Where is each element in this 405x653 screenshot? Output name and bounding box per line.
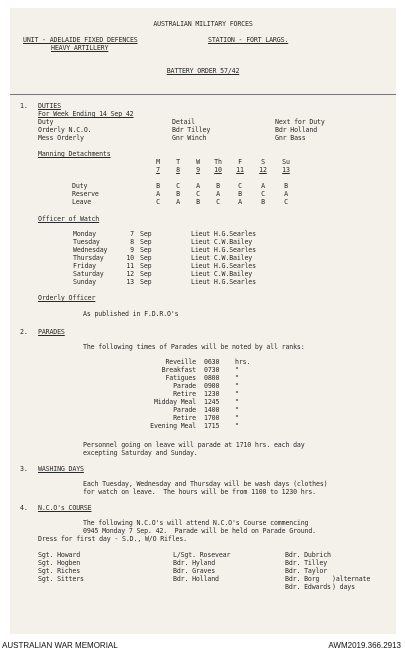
parade-time: 0730	[204, 366, 220, 374]
footer-accession: AWM2019.366.2913	[328, 641, 401, 650]
manning-date: 7	[156, 166, 160, 174]
orderly-heading: Orderly Officer	[38, 294, 96, 302]
manning-cell: C	[196, 190, 200, 198]
duty-row-1: Orderly N.C.O.	[38, 126, 92, 134]
watch-month: Sep	[140, 246, 152, 254]
parade-unit: hrs.	[235, 358, 251, 366]
manning-day: T	[176, 158, 180, 166]
parade-unit: "	[235, 414, 239, 422]
manning-cell: B	[196, 198, 200, 206]
parades-note-1: Personnel going on leave will parade at 1710 hrs. each day	[83, 441, 305, 449]
section-4-heading: N.C.O's COURSE	[38, 504, 92, 512]
manning-cell: B	[284, 182, 288, 190]
parade-name: Midday Meal	[153, 398, 196, 406]
manning-cell: A	[156, 190, 160, 198]
parade-name: Reveille	[165, 358, 196, 366]
battery-order: BATTERY ORDER 57/42	[166, 67, 240, 75]
parade-unit: "	[235, 366, 239, 374]
manning-date: 9	[196, 166, 200, 174]
course-name: Bdr. Dubrich	[285, 551, 331, 559]
parade-name: Retire	[173, 390, 196, 398]
section-4-number: 4.	[20, 504, 28, 512]
course-name: Bdr. Borg	[285, 575, 320, 583]
manning-cell: A	[216, 190, 220, 198]
next-row-1: Bdr Holland	[275, 126, 318, 134]
course-name: Sgt. Riches	[38, 567, 81, 575]
parade-name: Retire	[173, 414, 196, 422]
section-3-heading: WASHING DAYS	[38, 465, 84, 473]
watch-date: 8	[130, 238, 134, 246]
manning-day: S	[261, 158, 265, 166]
alternate-note-2: ) days	[332, 583, 355, 591]
manning-row-label: Reserve	[72, 190, 99, 198]
manning-day: M	[156, 158, 160, 166]
course-name: Bdr. Tilley	[285, 559, 328, 567]
parade-name: Breakfast	[161, 366, 196, 374]
manning-cell: B	[176, 190, 180, 198]
watch-day: Friday	[73, 262, 96, 270]
watch-month: Sep	[140, 230, 152, 238]
next-row-2: Gnr Bass	[275, 134, 306, 142]
parade-unit: "	[235, 406, 239, 414]
watch-officer: Lieut H.G.Searles	[191, 230, 256, 238]
watch-day: Sunday	[73, 278, 96, 286]
course-name: Bdr. Edwards	[285, 583, 331, 591]
course-line-3: Dress for first day - S.D., W/O Rifles.	[38, 535, 187, 543]
manning-row-label: Duty	[72, 182, 88, 190]
course-name: Bdr. Holland	[173, 575, 219, 583]
parade-time: 0800	[204, 374, 220, 382]
course-name: Sgt. Howard	[38, 551, 81, 559]
parade-unit: "	[235, 374, 239, 382]
manning-cell: C	[284, 198, 288, 206]
manning-cell: B	[216, 182, 220, 190]
detail-col-header: Detail	[172, 118, 195, 126]
section-2-heading: PARADES	[38, 328, 65, 336]
parade-time: 1245	[204, 398, 220, 406]
manning-date: 10	[214, 166, 222, 174]
watch-day: Monday	[73, 230, 96, 238]
watch-month: Sep	[140, 270, 152, 278]
watch-officer: Lieut H.G.Searles	[191, 278, 256, 286]
section-1-heading: DUTIES	[38, 102, 61, 110]
manning-cell: A	[284, 190, 288, 198]
detail-row-1: Bdr Tilley	[172, 126, 211, 134]
detail-row-2: Gnr Winch	[172, 134, 207, 142]
manning-date: 12	[259, 166, 267, 174]
parade-time: 1700	[204, 414, 220, 422]
parade-unit: "	[235, 422, 239, 430]
parade-unit: "	[235, 390, 239, 398]
alternate-note-1: )alternate	[332, 575, 371, 583]
manning-cell: C	[216, 198, 220, 206]
watch-day: Tuesday	[73, 238, 100, 246]
watch-officer: Lieut C.W.Bailey	[191, 254, 253, 262]
section-1-number: 1.	[20, 102, 28, 110]
watch-month: Sep	[140, 278, 152, 286]
document-title: AUSTRALIAN MILITARY FORCES	[153, 20, 253, 28]
unit-line: UNIT - ADELAIDE FIXED DEFENCES	[23, 36, 138, 44]
manning-day: Su	[282, 158, 290, 166]
watch-date: 7	[130, 230, 134, 238]
next-col-header: Next for Duty	[275, 118, 325, 126]
parade-time: 0900	[204, 382, 220, 390]
course-name: Sgt. Hogben	[38, 559, 81, 567]
manning-cell: C	[176, 182, 180, 190]
watch-month: Sep	[140, 238, 152, 246]
course-line-1: The following N.C.O's will attend N.C.O's Course commencing	[83, 519, 309, 527]
manning-cell: A	[176, 198, 180, 206]
watch-date: 11	[126, 262, 134, 270]
course-name: Sgt. Sitters	[38, 575, 84, 583]
manning-day: W	[196, 158, 200, 166]
parade-name: Parade	[173, 406, 196, 414]
unit-line-2: HEAVY ARTILLERY	[51, 44, 109, 52]
parade-name: Parade	[173, 382, 196, 390]
parade-time: 1400	[204, 406, 220, 414]
watch-heading: Officer of Watch	[38, 215, 100, 223]
watch-month: Sep	[140, 262, 152, 270]
parade-time: 0630	[204, 358, 220, 366]
watch-date: 9	[130, 246, 134, 254]
duty-col-header: Duty	[38, 118, 54, 126]
orderly-text: As published in F.D.R.O's	[83, 310, 179, 318]
watch-day: Saturday	[73, 270, 104, 278]
station-line: STATION - FORT LARGS.	[208, 36, 289, 44]
manning-cell: C	[261, 190, 265, 198]
section-2-number: 2.	[20, 328, 28, 336]
watch-day: Wednesday	[73, 246, 108, 254]
week-ending: For Week Ending 14 Sep 42	[38, 110, 134, 118]
manning-cell: B	[238, 190, 242, 198]
watch-officer: Lieut H.G.Searles	[191, 262, 256, 270]
manning-cell: B	[261, 198, 265, 206]
parade-name: Fatigues	[165, 374, 196, 382]
watch-date: 13	[126, 278, 134, 286]
course-name: Bdr. Hyland	[173, 559, 216, 567]
watch-date: 12	[126, 270, 134, 278]
footer-source: AUSTRALIAN WAR MEMORIAL	[2, 641, 118, 650]
course-name: Bdr. Graves	[173, 567, 216, 575]
document-page	[10, 8, 396, 634]
parades-note-2: excepting Saturday and Sunday.	[83, 449, 198, 457]
manning-cell: A	[196, 182, 200, 190]
duty-row-2: Mess Orderly	[38, 134, 84, 142]
manning-date: 8	[176, 166, 180, 174]
parades-intro: The following times of Parades will be noted by all ranks:	[83, 343, 305, 351]
watch-officer: Lieut C.W.Bailey	[191, 270, 253, 278]
manning-date: 11	[236, 166, 244, 174]
manning-date: 13	[282, 166, 290, 174]
parade-unit: "	[235, 382, 239, 390]
course-name: L/Sgt. Rosevear	[173, 551, 231, 559]
watch-day: Thursday	[73, 254, 104, 262]
manning-row-label: Leave	[72, 198, 92, 206]
manning-day: F	[238, 158, 242, 166]
parade-time: 1230	[204, 390, 220, 398]
manning-cell: B	[156, 182, 160, 190]
course-line-2: 0945 Monday 7 Sep. 42. Parade will be held on Parade Ground.	[83, 527, 317, 535]
washing-line-2: for watch on leave. The hours will be from 1100 to 1230 hrs.	[83, 488, 317, 496]
washing-line-1: Each Tuesday, Wednesday and Thursday will be wash days (clothes)	[83, 480, 328, 488]
parade-unit: "	[235, 398, 239, 406]
parade-name: Evening Meal	[150, 422, 196, 430]
course-name: Bdr. Taylor	[285, 567, 328, 575]
watch-officer: Lieut H.G.Searles	[191, 246, 256, 254]
watch-month: Sep	[140, 254, 152, 262]
manning-day: Th	[214, 158, 222, 166]
header-divider	[10, 94, 396, 95]
watch-date: 10	[126, 254, 134, 262]
manning-cell: A	[261, 182, 265, 190]
manning-heading: Manning Detachments	[38, 150, 111, 158]
manning-cell: A	[238, 198, 242, 206]
parade-time: 1715	[204, 422, 220, 430]
manning-cell: C	[156, 198, 160, 206]
watch-officer: Lieut C.W.Bailey	[191, 238, 253, 246]
section-3-number: 3.	[20, 465, 28, 473]
manning-cell: C	[238, 182, 242, 190]
